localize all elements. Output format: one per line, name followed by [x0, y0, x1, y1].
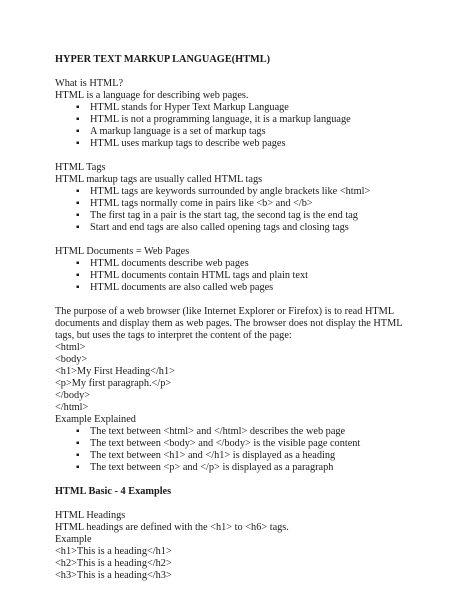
browser-paragraph: The purpose of a web browser (like Internet Explorer or Firefox) is to read HTML documents and display them as web pages. The browser does not display the HTML tags, but uses the tags to interpret the content of the page:: [55, 306, 403, 341]
example-explained-heading: Example Explained: [55, 414, 136, 425]
intro-question: What is HTML?: [55, 78, 124, 89]
code-line: </body>: [55, 390, 91, 401]
list-item: ▪ The text between <body> and </body> is the visible page content: [76, 438, 425, 450]
code-line: <h1>This is a heading</h1>: [55, 546, 172, 557]
document-title: HYPER TEXT MARKUP LANGUAGE(HTML): [55, 54, 271, 65]
basic-heading: HTML Basic - 4 Examples: [55, 486, 172, 497]
explained-bullet-list: [55, 426, 425, 474]
list-item: ▪ HTML documents describe web pages: [76, 258, 425, 270]
code-line: <html>: [55, 342, 86, 353]
code-line: <h2>This is a heading</h2>: [55, 558, 172, 569]
code-line: <h3>This is a heading</h3>: [55, 570, 172, 581]
tags-heading: HTML Tags: [55, 162, 106, 173]
list-item: ▪ HTML tags are keywords surrounded by angle brackets like <html>: [76, 186, 425, 198]
list-item: ▪ A markup language is a set of markup tags: [76, 126, 425, 138]
code-line: <body>: [55, 354, 88, 365]
tags-paragraph: HTML markup tags are usually called HTML tags: [55, 174, 263, 185]
documents-bullet-list: [55, 258, 425, 294]
list-item: ▪ HTML tags normally come in pairs like <b> and </b>: [76, 198, 425, 210]
list-item: ▪ HTML uses markup tags to describe web pages: [76, 138, 425, 150]
headings-paragraph: HTML headings are defined with the <h1> to <h6> tags.: [55, 522, 289, 533]
list-item: ▪ The text between <h1> and </h1> is displayed as a heading: [76, 450, 425, 462]
code-line: <p>My first paragraph.</p>: [55, 378, 172, 389]
intro-paragraph: HTML is a language for describing web pages.: [55, 90, 249, 101]
example-label: Example: [55, 534, 92, 545]
list-item: ▪ HTML documents are also called web pages: [76, 282, 425, 294]
documents-heading: HTML Documents = Web Pages: [55, 246, 190, 257]
code-line: <h1>My First Heading</h1>: [55, 366, 175, 377]
code-line: </html>: [55, 402, 89, 413]
list-item: ▪ The text between <p> and </p> is displayed as a paragraph: [76, 462, 425, 474]
intro-bullet-list: [55, 102, 425, 150]
tags-bullet-list: [55, 186, 425, 234]
list-item: ▪ HTML is not a programming language, it is a markup language: [76, 114, 425, 126]
document-content: [55, 54, 425, 582]
list-item: ▪ The text between <html> and </html> describes the web page: [76, 426, 425, 438]
list-item: ▪ HTML stands for Hyper Text Markup Language: [76, 102, 425, 114]
list-item: ▪ Start and end tags are also called opening tags and closing tags: [76, 222, 425, 234]
list-item: ▪ HTML documents contain HTML tags and plain text: [76, 270, 425, 282]
list-item: ▪ The first tag in a pair is the start tag, the second tag is the end tag: [76, 210, 425, 222]
headings-subheading: HTML Headings: [55, 510, 126, 521]
